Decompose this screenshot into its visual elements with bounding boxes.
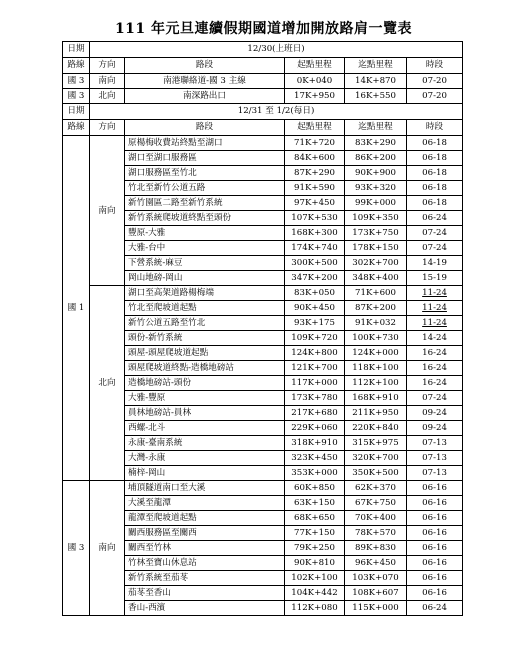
- end-cell: 350K+500: [345, 466, 407, 481]
- direction-cell: 南向: [90, 481, 125, 616]
- end-cell: 124K+000: [345, 346, 407, 361]
- road-cell: 竹北至新竹公道五路: [125, 181, 285, 196]
- end-cell: 168K+910: [345, 391, 407, 406]
- road-cell: 頭屋爬坡道終點-造橋地磅站: [125, 361, 285, 376]
- road-cell: 西螺-北斗: [125, 421, 285, 436]
- col-route: 路線: [63, 58, 90, 74]
- end-cell: 96K+450: [345, 556, 407, 571]
- start-cell: 63K+150: [285, 496, 345, 511]
- road-cell: 頭屋-頭屋爬坡道起點: [125, 346, 285, 361]
- time-cell: 07-24: [407, 226, 463, 241]
- start-cell: 91K+590: [285, 181, 345, 196]
- table-row: [63, 89, 463, 104]
- time-cell: 06-18: [407, 136, 463, 151]
- direction-cell: 北向: [90, 286, 125, 481]
- road-cell: 南港聯絡道-國 3 主線: [125, 74, 285, 89]
- start-cell: 121K+700: [285, 361, 345, 376]
- end-cell: 89K+830: [345, 541, 407, 556]
- road-cell: 大雅-台中: [125, 241, 285, 256]
- road-cell: 豐原-大雅: [125, 226, 285, 241]
- col-start: 起點里程: [285, 120, 345, 136]
- start-cell: 174K+740: [285, 241, 345, 256]
- start-cell: 17K+950: [285, 89, 345, 104]
- time-cell: 07-20: [407, 89, 463, 104]
- road-cell: 新竹系統至茄苳: [125, 571, 285, 586]
- start-cell: 87K+290: [285, 166, 345, 181]
- road-cell: 楠梓-岡山: [125, 466, 285, 481]
- time-cell: [407, 286, 463, 301]
- end-cell: 83K+290: [345, 136, 407, 151]
- col-end: 迄點里程: [345, 58, 407, 74]
- start-cell: 109K+720: [285, 331, 345, 346]
- date-row-1: [63, 42, 463, 58]
- time-cell: 16-24: [407, 361, 463, 376]
- time-cell: 06-18: [407, 196, 463, 211]
- road-cell: 原楊梅收費站終點至湖口: [125, 136, 285, 151]
- time-cell: 07-24: [407, 241, 463, 256]
- time-cell: 16-24: [407, 376, 463, 391]
- route-cell: 國 1: [63, 136, 90, 481]
- date-value-1: 12/30(上班日): [90, 42, 463, 58]
- start-cell: 79K+250: [285, 541, 345, 556]
- road-cell: 下營系統-麻豆: [125, 256, 285, 271]
- road-cell: 茄苳至香山: [125, 586, 285, 601]
- start-cell: 90K+810: [285, 556, 345, 571]
- time-cell: 14-19: [407, 256, 463, 271]
- route-cell: 國 3: [63, 74, 90, 89]
- date-value-2: 12/31 至 1/2(每日): [90, 104, 463, 120]
- time-cell: 07-13: [407, 451, 463, 466]
- time-cell: 07-24: [407, 391, 463, 406]
- direction-cell: 南向: [90, 136, 125, 286]
- end-cell: 78K+570: [345, 526, 407, 541]
- end-cell: 115K+000: [345, 601, 407, 616]
- end-cell: 315K+975: [345, 436, 407, 451]
- start-cell: 217K+680: [285, 406, 345, 421]
- header-row-1: [63, 58, 463, 74]
- route-cell: 國 3: [63, 481, 90, 616]
- col-direction: 方向: [90, 58, 125, 74]
- end-cell: 67K+750: [345, 496, 407, 511]
- end-cell: 302K+700: [345, 256, 407, 271]
- start-cell: 83K+050: [285, 286, 345, 301]
- end-cell: 220K+840: [345, 421, 407, 436]
- end-cell: 320K+700: [345, 451, 407, 466]
- start-cell: 229K+060: [285, 421, 345, 436]
- time-cell: 09-24: [407, 406, 463, 421]
- start-cell: 173K+780: [285, 391, 345, 406]
- end-cell: 90K+900: [345, 166, 407, 181]
- start-cell: 318K+910: [285, 436, 345, 451]
- road-cell: 竹林至寶山休息站: [125, 556, 285, 571]
- table-row: [63, 286, 463, 301]
- end-cell: 62K+370: [345, 481, 407, 496]
- time-cell: 06-18: [407, 151, 463, 166]
- start-cell: 97K+450: [285, 196, 345, 211]
- time-cell: 06-16: [407, 481, 463, 496]
- col-end: 迄點里程: [345, 120, 407, 136]
- col-time: 時段: [407, 120, 463, 136]
- time-value: 11-24: [422, 318, 447, 328]
- end-cell: 348K+400: [345, 271, 407, 286]
- road-cell: 大溪至龍潭: [125, 496, 285, 511]
- road-cell: 員林地磅站-員林: [125, 406, 285, 421]
- time-cell: 06-16: [407, 586, 463, 601]
- date-label: 日期: [63, 42, 90, 58]
- road-cell: 香山-西濱: [125, 601, 285, 616]
- table-row: [63, 74, 463, 89]
- road-cell: 大雅-豐原: [125, 391, 285, 406]
- time-cell: 06-18: [407, 181, 463, 196]
- road-cell: 關西服務區至關西: [125, 526, 285, 541]
- end-cell: 70K+400: [345, 511, 407, 526]
- start-cell: 71K+720: [285, 136, 345, 151]
- end-cell: 173K+750: [345, 226, 407, 241]
- time-cell: 14-24: [407, 331, 463, 346]
- col-time: 時段: [407, 58, 463, 74]
- date-label: 日期: [63, 104, 90, 120]
- end-cell: 109K+350: [345, 211, 407, 226]
- road-cell: 湖口服務區至竹北: [125, 166, 285, 181]
- road-cell: 永康-臺南系統: [125, 436, 285, 451]
- road-cell: 關西至竹林: [125, 541, 285, 556]
- road-cell: 岡山地磅-岡山: [125, 271, 285, 286]
- col-road: 路段: [125, 58, 285, 74]
- road-cell: 新竹公道五路至竹北: [125, 316, 285, 331]
- road-cell: 南深路出口: [125, 89, 285, 104]
- end-cell: 99K+000: [345, 196, 407, 211]
- start-cell: 107K+530: [285, 211, 345, 226]
- end-cell: 178K+150: [345, 241, 407, 256]
- time-cell: 06-24: [407, 211, 463, 226]
- end-cell: 16K+550: [345, 89, 407, 104]
- time-value: 11-24: [422, 303, 447, 313]
- road-cell: 新竹園區二路至新竹系統: [125, 196, 285, 211]
- time-cell: 06-16: [407, 541, 463, 556]
- start-cell: 68K+650: [285, 511, 345, 526]
- time-cell: [407, 316, 463, 331]
- time-cell: 15-19: [407, 271, 463, 286]
- time-cell: 16-24: [407, 346, 463, 361]
- time-cell: 06-16: [407, 556, 463, 571]
- start-cell: 347K+200: [285, 271, 345, 286]
- col-start: 起點里程: [285, 58, 345, 74]
- road-cell: 造橋地磅站-頭份: [125, 376, 285, 391]
- table-body: [63, 42, 463, 616]
- end-cell: 14K+870: [345, 74, 407, 89]
- time-cell: 06-16: [407, 496, 463, 511]
- col-route: 路線: [63, 120, 90, 136]
- start-cell: 60K+850: [285, 481, 345, 496]
- start-cell: 112K+080: [285, 601, 345, 616]
- start-cell: 84K+600: [285, 151, 345, 166]
- time-cell: 09-24: [407, 421, 463, 436]
- end-cell: 71K+600: [345, 286, 407, 301]
- time-cell: 06-18: [407, 166, 463, 181]
- road-cell: 埔頂隧道南口至大溪: [125, 481, 285, 496]
- start-cell: 323K+450: [285, 451, 345, 466]
- table-row: [63, 136, 463, 151]
- end-cell: 103K+070: [345, 571, 407, 586]
- end-cell: 108K+607: [345, 586, 407, 601]
- start-cell: 0K+040: [285, 74, 345, 89]
- time-cell: 07-13: [407, 466, 463, 481]
- road-cell: 龍潭至爬坡道起點: [125, 511, 285, 526]
- end-cell: 211K+950: [345, 406, 407, 421]
- route-cell: 國 3: [63, 89, 90, 104]
- direction-cell: 北向: [90, 89, 125, 104]
- start-cell: 90K+450: [285, 301, 345, 316]
- end-cell: 86K+200: [345, 151, 407, 166]
- time-cell: 06-16: [407, 511, 463, 526]
- start-cell: 102K+100: [285, 571, 345, 586]
- road-cell: 大灣-永康: [125, 451, 285, 466]
- time-cell: 07-20: [407, 74, 463, 89]
- road-cell: 湖口至高架道路楊梅端: [125, 286, 285, 301]
- start-cell: 300K+500: [285, 256, 345, 271]
- end-cell: 91K+032: [345, 316, 407, 331]
- time-cell: 06-16: [407, 571, 463, 586]
- col-direction: 方向: [90, 120, 125, 136]
- time-value: 11-24: [422, 288, 447, 298]
- end-cell: 118K+100: [345, 361, 407, 376]
- time-cell: 06-24: [407, 601, 463, 616]
- direction-cell: 南向: [90, 74, 125, 89]
- road-cell: 湖口至湖口服務區: [125, 151, 285, 166]
- col-road: 路段: [125, 120, 285, 136]
- header-row-2: [63, 120, 463, 136]
- end-cell: 87K+200: [345, 301, 407, 316]
- start-cell: 124K+800: [285, 346, 345, 361]
- end-cell: 100K+730: [345, 331, 407, 346]
- start-cell: 93K+175: [285, 316, 345, 331]
- start-cell: 104K+442: [285, 586, 345, 601]
- time-cell: [407, 301, 463, 316]
- start-cell: 117K+000: [285, 376, 345, 391]
- start-cell: 353K+000: [285, 466, 345, 481]
- document-title: 111 年元旦連續假期國道增加開放路肩一覽表: [114, 21, 413, 37]
- shoulder-table: [62, 41, 463, 616]
- road-cell: 新竹系統爬坡道終點至頭份: [125, 211, 285, 226]
- end-cell: 112K+100: [345, 376, 407, 391]
- start-cell: 168K+300: [285, 226, 345, 241]
- table-row: [63, 481, 463, 496]
- road-cell: 竹北至爬坡道起點: [125, 301, 285, 316]
- time-cell: 06-16: [407, 526, 463, 541]
- road-cell: 頭份-新竹系統: [125, 331, 285, 346]
- date-row-2: [63, 104, 463, 120]
- start-cell: 77K+150: [285, 526, 345, 541]
- time-cell: 07-13: [407, 436, 463, 451]
- end-cell: 93K+320: [345, 181, 407, 196]
